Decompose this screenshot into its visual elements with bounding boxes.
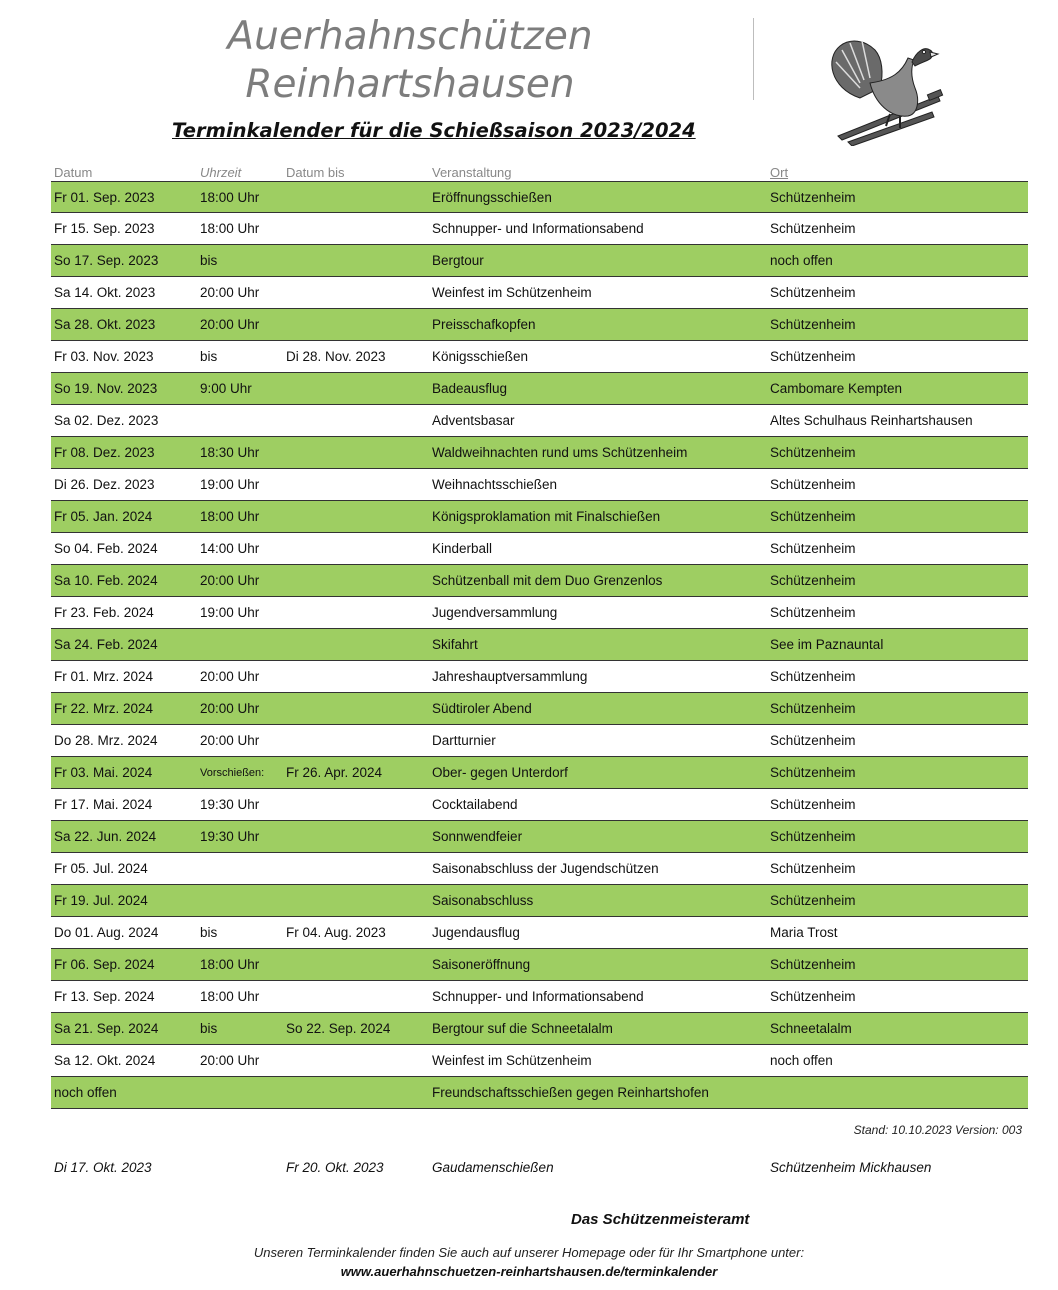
row-date: Do 01. Aug. 2024 [54, 925, 159, 940]
row-date: Do 28. Mrz. 2024 [54, 733, 158, 748]
row-date: Fr 05. Jul. 2024 [54, 861, 148, 876]
table-row [51, 437, 1028, 469]
table-row [51, 277, 1028, 309]
table-row [51, 501, 1028, 533]
row-place: Schützenheim [770, 797, 856, 812]
row-time: 18:00 Uhr [200, 221, 260, 236]
row-date: Fr 03. Nov. 2023 [54, 349, 154, 364]
table-row [51, 309, 1028, 341]
table-row [51, 757, 1028, 789]
row-event: Saisonabschluss der Jugendschützen [432, 861, 659, 876]
row-event: Schützenball mit dem Duo Grenzenlos [432, 573, 663, 588]
table-row [51, 917, 1028, 949]
row-place: Schützenheim [770, 669, 856, 684]
row-date: Sa 10. Feb. 2024 [54, 573, 158, 588]
row-event: Königsschießen [432, 349, 529, 364]
column-header-time: Uhrzeit [200, 165, 242, 180]
row-date: Fr 01. Mrz. 2024 [54, 669, 154, 684]
row-time: 20:00 Uhr [200, 733, 260, 748]
table-row [51, 789, 1028, 821]
row-time: 20:00 Uhr [200, 285, 260, 300]
table-row [51, 597, 1028, 629]
table-row [51, 373, 1028, 405]
row-time: 20:00 Uhr [200, 701, 260, 716]
row-date: Fr 22. Mrz. 2024 [54, 701, 154, 716]
row-time: bis [200, 1021, 218, 1036]
row-date: Fr 19. Jul. 2024 [54, 893, 148, 908]
row-date-to: So 22. Sep. 2024 [286, 1021, 391, 1036]
row-date-to: Fr 26. Apr. 2024 [286, 765, 383, 780]
row-time: 20:00 Uhr [200, 573, 260, 588]
row-date: Sa 14. Okt. 2023 [54, 285, 156, 300]
table-row [51, 725, 1028, 757]
table-row [51, 1077, 1028, 1109]
row-event: Bergtour suf die Schneetalalm [432, 1021, 613, 1036]
row-date: Fr 23. Feb. 2024 [54, 605, 154, 620]
row-place: Schützenheim [770, 605, 856, 620]
row-event: Cocktailabend [432, 797, 518, 812]
row-place: Schneetalalm [770, 1021, 852, 1036]
club-name-line2: Reinhartshausen [245, 62, 575, 107]
row-time: bis [200, 349, 218, 364]
row-time: 19:30 Uhr [200, 797, 260, 812]
row-event: Jugendversammlung [432, 605, 558, 620]
club-name-line1: Auerhahnschützen [227, 14, 593, 59]
homepage-link[interactable]: www.auerhahnschuetzen-reinhartshausen.de/terminkalender [340, 1264, 718, 1279]
row-event: Saisoneröffnung [432, 957, 531, 972]
row-date: Sa 12. Okt. 2024 [54, 1053, 156, 1068]
row-date: Fr 06. Sep. 2024 [54, 957, 155, 972]
row-place: Schützenheim [770, 445, 856, 460]
row-time: 18:30 Uhr [200, 445, 260, 460]
table-row [51, 693, 1028, 725]
row-place: Schützenheim [770, 765, 856, 780]
column-header-event: Veranstaltung [432, 165, 512, 180]
row-date: Sa 24. Feb. 2024 [54, 637, 158, 652]
row-event: Adventsbasar [432, 413, 515, 428]
row-date: Fr 15. Sep. 2023 [54, 221, 155, 236]
row-event: Königsproklamation mit Finalschießen [432, 509, 661, 524]
row-place: Schützenheim [770, 733, 856, 748]
row-time: 19:00 Uhr [200, 477, 260, 492]
row-date: Fr 05. Jan. 2024 [54, 509, 153, 524]
row-place: Schützenheim [770, 701, 856, 716]
row-event: Weinfest im Schützenheim [432, 285, 592, 300]
row-event: Kinderball [432, 541, 493, 556]
table-row [51, 469, 1028, 501]
row-place: Schützenheim [770, 989, 856, 1004]
row-place: noch offen [770, 1053, 833, 1068]
version-stamp: Stand: 10.10.2023 Version: 003 [853, 1123, 1022, 1137]
row-event: Badeausflug [432, 381, 508, 396]
row-date: noch offen [54, 1085, 117, 1100]
row-time: 14:00 Uhr [200, 541, 260, 556]
footer-note: Unseren Terminkalender finden Sie auch auf unserer Homepage oder für Ihr Smartphone unter: [253, 1245, 805, 1260]
table-row [51, 245, 1028, 277]
row-time: bis [200, 253, 218, 268]
row-event: Waldweihnachten rund ums Schützenheim [432, 445, 688, 460]
table-row [51, 949, 1028, 981]
table-row [51, 1013, 1028, 1045]
row-event: Skifahrt [432, 637, 478, 652]
extra-event-name: Gaudamenschießen [432, 1160, 554, 1175]
table-row [51, 565, 1028, 597]
table-row [51, 533, 1028, 565]
row-place: Schützenheim [770, 477, 856, 492]
row-event: Schnupper- und Informationsabend [432, 989, 644, 1004]
row-time: 18:00 Uhr [200, 190, 260, 205]
row-time: Vorschießen: [200, 767, 265, 779]
row-event: Weihnachtsschießen [432, 477, 558, 492]
extra-event-date: Di 17. Okt. 2023 [54, 1160, 152, 1175]
table-row [51, 661, 1028, 693]
row-date: Di 26. Dez. 2023 [54, 477, 155, 492]
table-row [51, 181, 1028, 213]
row-time: 20:00 Uhr [200, 669, 260, 684]
row-place: Schützenheim [770, 190, 856, 205]
row-date-to: Di 28. Nov. 2023 [286, 349, 386, 364]
row-place: Altes Schulhaus Reinhartshausen [770, 413, 973, 428]
table-row [51, 405, 1028, 437]
table-row [51, 213, 1028, 245]
row-time: 18:00 Uhr [200, 989, 260, 1004]
table-row [51, 981, 1028, 1013]
document-title: Terminkalender für die Schießsaison 2023/2024 [172, 119, 696, 142]
row-date: Sa 02. Dez. 2023 [54, 413, 159, 428]
row-event: Schnupper- und Informationsabend [432, 221, 644, 236]
row-event: Jugendausflug [432, 925, 520, 940]
row-event: Preisschafkopfen [432, 317, 536, 332]
row-time: 19:30 Uhr [200, 829, 260, 844]
row-date: Fr 17. Mai. 2024 [54, 797, 153, 812]
row-place: Schützenheim [770, 957, 856, 972]
row-time: 20:00 Uhr [200, 317, 260, 332]
row-event: Dartturnier [432, 733, 496, 748]
row-date: Fr 13. Sep. 2024 [54, 989, 155, 1004]
row-event: Eröffnungsschießen [432, 190, 552, 205]
row-place: Schützenheim [770, 861, 856, 876]
row-place: Schützenheim [770, 509, 856, 524]
row-date: Sa 22. Jun. 2024 [54, 829, 157, 844]
table-row [51, 885, 1028, 917]
table-row [51, 1045, 1028, 1077]
row-time: 19:00 Uhr [200, 605, 260, 620]
row-time: bis [200, 925, 218, 940]
table-row [51, 629, 1028, 661]
row-place: Maria Trost [770, 925, 838, 940]
column-header-date-to: Datum bis [286, 165, 345, 180]
row-place: Schützenheim [770, 829, 856, 844]
row-event: Saisonabschluss [432, 893, 534, 908]
row-place: Schützenheim [770, 317, 856, 332]
row-place: Schützenheim [770, 285, 856, 300]
row-date: Sa 21. Sep. 2024 [54, 1021, 159, 1036]
row-event: Sonnwendfeier [432, 829, 523, 844]
row-time: 18:00 Uhr [200, 957, 260, 972]
row-place: Schützenheim [770, 221, 856, 236]
row-time: 9:00 Uhr [200, 381, 252, 396]
row-place: Schützenheim [770, 541, 856, 556]
row-event: Weinfest im Schützenheim [432, 1053, 592, 1068]
table-row [51, 821, 1028, 853]
row-event: Ober- gegen Unterdorf [432, 765, 568, 780]
row-time: 20:00 Uhr [200, 1053, 260, 1068]
row-date: So 04. Feb. 2024 [54, 541, 158, 556]
row-place: Cambomare Kempten [770, 381, 903, 396]
row-event: Jahreshauptversammlung [432, 669, 588, 684]
row-date: Fr 08. Dez. 2023 [54, 445, 155, 460]
signature-office: Das Schützenmeisteramt [571, 1211, 750, 1228]
row-date-to: Fr 04. Aug. 2023 [286, 925, 386, 940]
row-event: Bergtour [432, 253, 484, 268]
capercaillie-on-rifles-icon [820, 28, 950, 146]
row-date: Sa 28. Okt. 2023 [54, 317, 156, 332]
row-time: 18:00 Uhr [200, 509, 260, 524]
row-event: Freundschaftsschießen gegen Reinhartshofen [432, 1085, 709, 1100]
row-place: noch offen [770, 253, 833, 268]
extra-event-place: Schützenheim Mickhausen [770, 1160, 932, 1175]
row-date: So 17. Sep. 2023 [54, 253, 159, 268]
row-place: Schützenheim [770, 573, 856, 588]
row-date: So 19. Nov. 2023 [54, 381, 158, 396]
column-header-date: Datum [54, 165, 93, 180]
row-place: See im Paznauntal [770, 637, 884, 652]
event-table [51, 181, 1028, 1109]
row-event: Südtiroler Abend [432, 701, 532, 716]
row-date: Fr 03. Mai. 2024 [54, 765, 153, 780]
extra-event-date-to: Fr 20. Okt. 2023 [286, 1160, 384, 1175]
table-row [51, 341, 1028, 373]
row-place: Schützenheim [770, 349, 856, 364]
column-header-place: Ort [770, 165, 789, 180]
header-divider [753, 18, 754, 100]
row-place: Schützenheim [770, 893, 856, 908]
row-date: Fr 01. Sep. 2023 [54, 190, 155, 205]
table-row [51, 853, 1028, 885]
